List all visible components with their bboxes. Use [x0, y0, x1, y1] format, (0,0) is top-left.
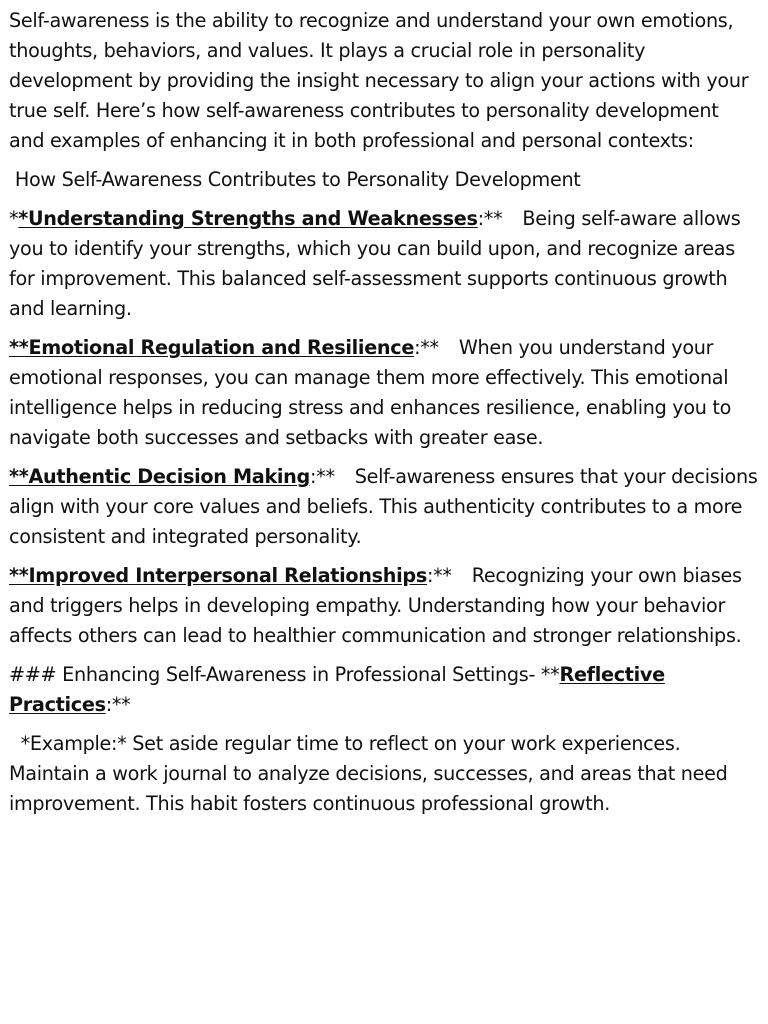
point-suffix: :**	[477, 207, 503, 230]
point-text: Being self-aware allows you to identify your strengths, which you can build upon, and recognize areas for improvement. This balanced self-assessment supports continuous growth and learning.	[9, 207, 741, 320]
professional-suffix: :**	[105, 693, 131, 716]
point-prefix: *	[9, 207, 19, 230]
professional-heading	[9, 660, 759, 720]
point-text: When you understand your emotional responses, you can manage them more effectively. This emotional intelligence helps in reducing stress and enhances resilience, enabling you to navigate both successes and setbacks with greater ease.	[9, 336, 732, 449]
professional-lead: ### Enhancing Self-Awareness in Professional Settings- **	[9, 663, 560, 686]
point-interpersonal	[9, 561, 759, 651]
point-emotional-regulation	[9, 333, 759, 453]
point-suffix: :**	[414, 336, 439, 359]
point-text: Self-awareness ensures that your decisions align with your core values and beliefs. This authenticity contributes to a more consistent and integrated personality.	[9, 465, 758, 548]
point-suffix: :**	[426, 564, 452, 587]
point-suffix: :**	[309, 465, 335, 488]
point-strengths-weaknesses	[9, 204, 759, 324]
professional-term: Reflective Practices	[9, 663, 665, 716]
section-heading: How Self-Awareness Contributes to Personality Development	[9, 168, 581, 191]
point-text: Recognizing your own biases and triggers helps in developing empathy. Understanding how your behavior affects others can lead to healthier communication and stronger relationships.	[9, 564, 742, 647]
point-authentic-decision	[9, 462, 759, 552]
intro-paragraph: Self-awareness is the ability to recognize and understand your own emotions, thoughts, behaviors, and values. It plays a crucial role in personality development by providing the insight necessary to align your actions with your true self. Here’s how self-awareness contributes to personality development and examples of enhancing it in both professional and personal contexts:	[9, 9, 749, 152]
point-term: **Emotional Regulation and Resilience	[9, 336, 415, 359]
point-term: **Improved Interpersonal Relationships	[9, 564, 427, 587]
example-paragraph: *Example:* Set aside regular time to reflect on your work experiences. Maintain a work journal to analyze decisions, successes, and areas that need improvement. This habit fosters continuous professional growth.	[9, 732, 734, 815]
point-term: **Authentic Decision Making	[9, 465, 310, 488]
point-term: *Understanding Strengths and Weaknesses	[18, 207, 478, 230]
